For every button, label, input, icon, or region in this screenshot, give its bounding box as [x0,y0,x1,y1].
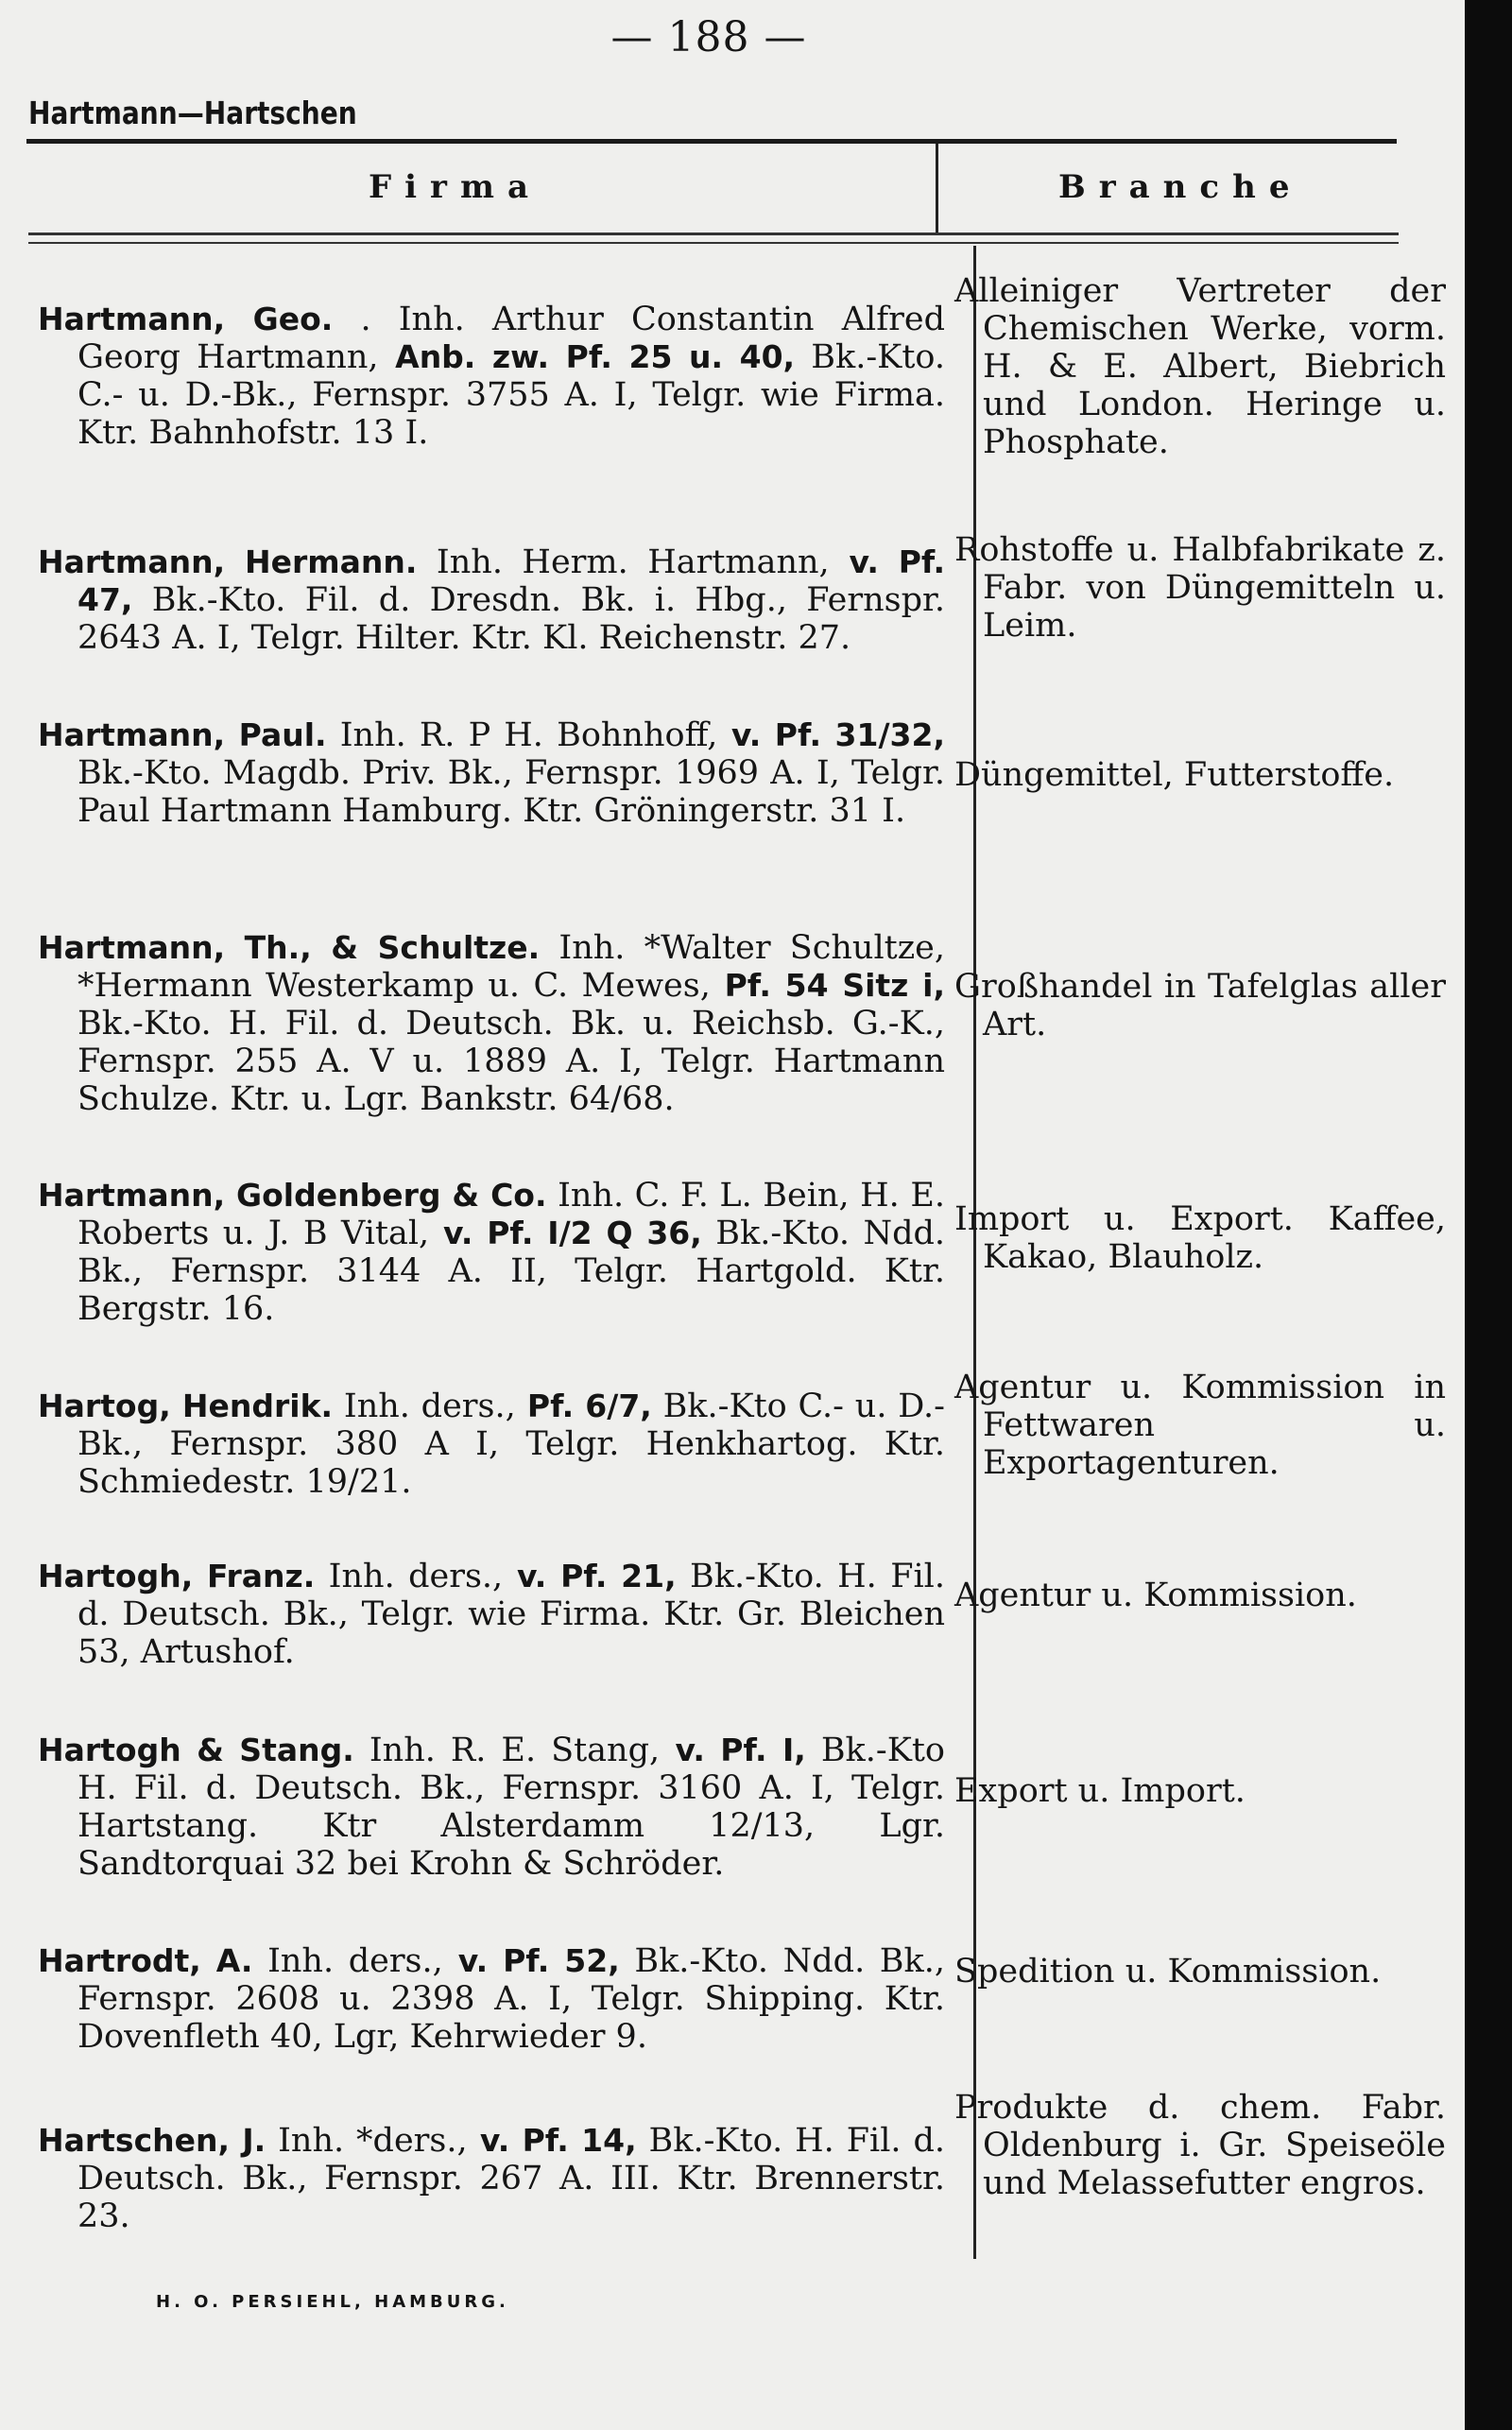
firm-postbox: v. Pf. 47, [77,543,945,618]
entry-firm [38,2122,945,2235]
firm-name: Hartmann, Goldenberg & Co. [38,1177,547,1214]
entry-branche [954,1577,1446,1614]
firm-details: Bk.-Kto. C.- u. D.-Bk., Fernspr. 3755 A. I, Telgr. wie Firma. Ktr. Bahnhofstr. 13 I. [77,338,945,452]
firm-postbox: Pf. 54 Sitz i, [710,967,945,1004]
entry-firm [38,1387,945,1501]
entry-branche [954,1200,1446,1276]
firm-name: Hartmann, Paul. [38,716,327,753]
firm-owner: Inh. R. E. Stang, [353,1732,661,1769]
firm-owner: Inh. R. P H. Bohnhoff, [326,716,718,754]
column-header-branche: Branche [1058,168,1303,206]
firm-details: Bk.-Kto H. Fil. d. Deutsch. Bk., Fernspr. 3160 A. I, Telgr. Hartstang. Ktr Alsterdamm 12/13, Lgr. Sandtorquai 32 bei Krohn & Schröder. [77,1732,946,1883]
entry-firm [38,1177,945,1328]
firm-owner: . Inh. Arthur Constantin Alfred Georg Hartmann, [77,301,946,376]
firm-name: Hartmann, Geo. [38,301,334,337]
entry-branche [954,1369,1446,1482]
branche-text: Düngemittel, Futterstoffe. [954,756,1395,794]
firm-postbox: v. Pf. 14, [467,2122,637,2159]
entry-firm [38,1942,945,2056]
firm-name: Hartog, Hendrik. [38,1387,334,1424]
firm-name: Hartrodt, A. [38,1942,253,1979]
firm-owner: Inh. *Walter Schultze, *Hermann Westerkamp u. C. Mewes, [77,929,945,1005]
firm-postbox: v. Pf. I/2 Q 36, [429,1215,702,1251]
branche-text: Agentur u. Kommission in Fettwaren u. Exportagenturen. [954,1369,1446,1482]
firm-postbox: Pf. 6/7, [515,1387,652,1424]
branche-text: Großhandel in Tafelglas aller Art. [954,968,1446,1043]
entry-firm [38,929,945,1118]
entry-branche [954,531,1446,645]
branche-text: Produkte d. chem. Fabr. Oldenburg i. Gr. Speiseöle und Melassefutter engros. [954,2089,1446,2202]
firm-details: Bk.-Kto. Ndd. Bk., Fernspr. 2608 u. 2398 A. I, Telgr. Shipping. Ktr. Dovenfleth 40, Lgr, Kehrwieder 9. [77,1942,945,2056]
header-column-divider [936,144,938,233]
branche-text: Spedition u. Kommission. [954,1953,1382,1991]
entry-firm [38,543,945,657]
branche-text: Alleiniger Vertreter der Chemischen Werke, vorm. H. & E. Albert, Biebrich und London. Heringe u. Phosphate. [954,272,1446,461]
page-number: — 188 — [610,13,807,61]
entry-branche [954,756,1446,794]
firm-details: Bk.-Kto C.- u. D.-Bk., Fernspr. 380 A I, Telgr. Henkhartog. Ktr. Schmiedestr. 19/21. [77,1387,945,1501]
firm-postbox: v. Pf. 52, [442,1942,620,1979]
firm-details: Bk.-Kto. H. Fil. d. Deutsch. Bk. u. Reichsb. G.-K., Fernspr. 255 A. V u. 1889 A. I, Telgr. Hartmann Schulze. Ktr. u. Lgr. Bankstr. 64/68. [77,1005,945,1118]
entry-firm [38,301,945,452]
firm-details: Bk.-Kto. H. Fil. d. Deutsch. Bk., Fernspr. 267 A. III. Ktr. Brennerstr. 23. [77,2122,945,2235]
firm-details: Bk.-Kto. Ndd. Bk., Fernspr. 3144 A. II, Telgr. Hartgold. Ktr. Bergstr. 16. [77,1215,946,1328]
entry-branche [954,272,1446,461]
entry-firm [38,1558,945,1671]
entry-firm [38,1732,945,1883]
firm-details: Bk.-Kto. H. Fil. d. Deutsch. Bk., Telgr. wie Firma. Ktr. Gr. Bleichen 53, Artushof. [77,1558,945,1671]
branche-text: Rohstoffe u. Halbfabrikate z. Fabr. von Düngemitteln u. Leim. [954,531,1446,645]
firm-owner: Inh. ders., [315,1558,504,1595]
firm-postbox: v. Pf. 31/32, [717,716,945,753]
running-head: Hartmann—Hartschen [28,95,357,131]
header-double-rule-top [28,233,1399,235]
entry-branche [954,968,1446,1043]
firm-owner: Inh. C. F. L. Bein, H. E. Roberts u. J. B Vital, [77,1177,946,1252]
entry-branche [954,2089,1446,2202]
entry-firm [38,716,945,830]
printer-imprint: H. O. PERSIEHL, HAMBURG. [156,2292,509,2312]
header-rule [26,139,1397,144]
firm-postbox: v. Pf. 21, [503,1558,677,1594]
entry-branche [954,1953,1446,1991]
firm-postbox: v. Pf. I, [660,1732,806,1768]
firm-owner: Inh. ders., [252,1942,443,1980]
entry-branche [954,1772,1446,1810]
header-double-rule-bottom [28,242,1399,244]
book-edge-shadow [1465,0,1512,2430]
firm-name: Hartogh, Franz. [38,1558,316,1594]
firm-owner: Inh. Herm. Hartmann, [417,543,830,581]
column-header-firma: Firma [369,168,541,206]
firm-owner: Inh. *ders., [266,2122,468,2160]
branche-text: Agentur u. Kommission. [954,1577,1357,1614]
firm-name: Hartogh & Stang. [38,1732,354,1768]
firm-name: Hartschen, J. [38,2122,266,2159]
branche-text: Export u. Import. [954,1772,1246,1810]
firm-details: Bk.-Kto. Magdb. Priv. Bk., Fernspr. 1969 A. I, Telgr. Paul Hartmann Hamburg. Ktr. Gröningerstr. 31 I. [77,754,945,830]
firm-postbox: Anb. zw. Pf. 25 u. 40, [378,338,796,375]
firm-name: Hartmann, Th., & Schultze. [38,929,541,966]
firm-details: Bk.-Kto. Fil. d. Dresdn. Bk. i. Hbg., Fernspr. 2643 A. I, Telgr. Hilter. Ktr. Kl. Reichenstr. 27. [77,581,945,657]
branche-text: Import u. Export. Kaffee, Kakao, Blauholz. [954,1200,1446,1276]
firm-owner: Inh. ders., [333,1387,516,1425]
firm-name: Hartmann, Hermann. [38,543,418,580]
